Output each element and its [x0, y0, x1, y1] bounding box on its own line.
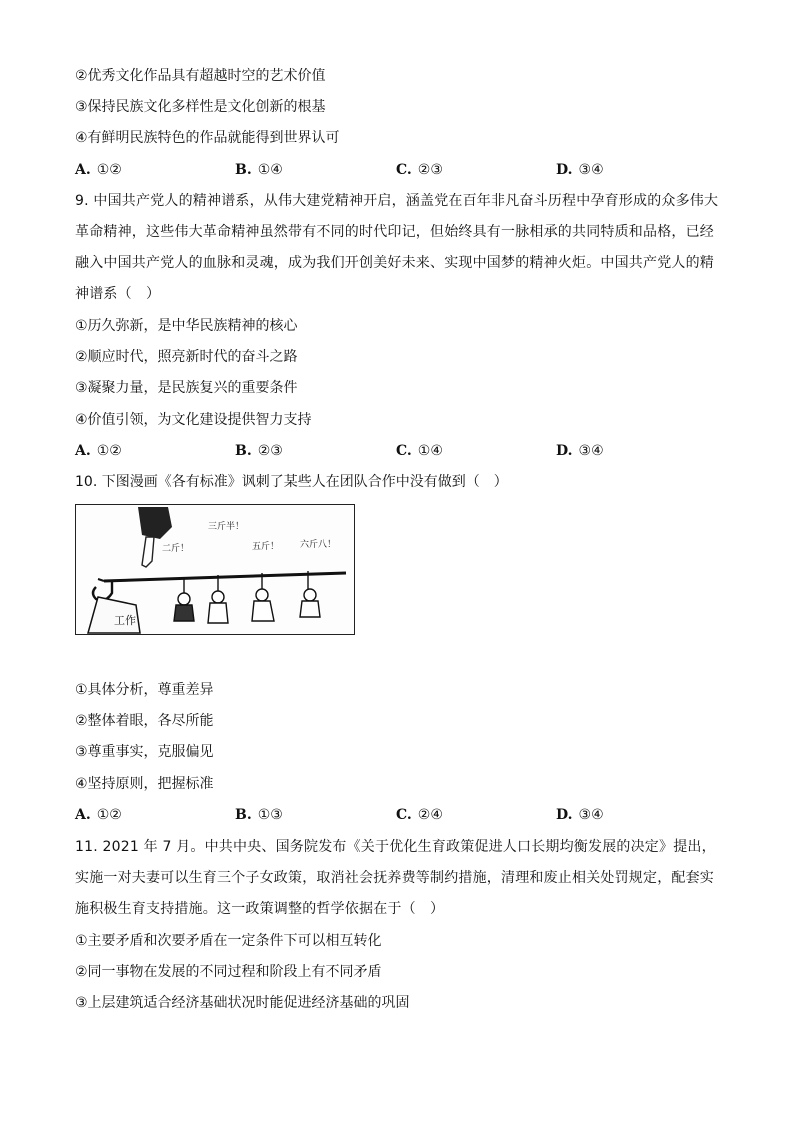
q11-item-2: ②同一事物在发展的不同过程和阶段上有不同矛盾	[75, 964, 382, 980]
q9-options	[75, 441, 675, 461]
steelyard-beam	[104, 573, 346, 581]
q9-option-d[interactable]: D. ③④	[556, 443, 604, 459]
q11-item-1: ①主要矛盾和次要矛盾在一定条件下可以相互转化	[75, 933, 382, 949]
q9-item-3: ③凝聚力量，是民族复兴的重要条件	[75, 380, 298, 396]
q8-item-4: ④有鲜明民族特色的作品就能得到世界认可	[75, 130, 340, 146]
q10-options	[75, 805, 675, 825]
q8-option-a[interactable]: A. ①②	[75, 162, 122, 178]
q10-option-b[interactable]: B. ①③	[235, 807, 283, 823]
q10-item-3: ③尊重事实，克服偏见	[75, 744, 214, 760]
beam-end	[98, 579, 104, 581]
speech-3: 五斤！	[252, 542, 280, 552]
q9-stem: 9. 中国共产党人的精神谱系，从伟大建党精神开启，涵盖党在百年非凡奋斗历程中孕育形成的众多伟大革命精神，这些伟大革命精神虽然带有不同的时代印记，但始终具有一脉相承的共同特质和品格，已经融入中国共产党人的血脉和灵魂，成为我们开创美好未来、实现中国梦的精神火炬。中国共产党人的精神谱系（ ）	[75, 193, 719, 302]
q11-stem: 11. 2021 年 7 月。中共中央、国务院发布《关于优化生育政策促进人口长期均衡发展的决定》提出，实施一对夫妻可以生育三个子女政策，取消社会抚养费等制约措施，清理和废止相关处罚规定，配套实施积极生育支持措施。这一政策调整的哲学依据在于（ ）	[75, 839, 716, 917]
figure-1-body	[174, 605, 194, 621]
arm-shape	[142, 537, 154, 567]
q8-item-2: ②优秀文化作品具有超越时空的艺术价值	[75, 68, 326, 84]
figure-1-head	[178, 593, 190, 605]
figure-2-head	[212, 591, 224, 603]
figure-4-body	[300, 601, 320, 617]
q8-option-b[interactable]: B. ①④	[235, 162, 283, 178]
q10-item-4: ④坚持原则，把握标准	[75, 776, 214, 792]
q10-item-2: ②整体着眼，各尽所能	[75, 713, 214, 729]
q10-option-c[interactable]: C. ②④	[396, 807, 443, 823]
figure-4-head	[304, 589, 316, 601]
q9-option-c[interactable]: C. ①④	[396, 443, 443, 459]
q11-item-3: ③上层建筑适合经济基础状况时能促进经济基础的巩固	[75, 995, 410, 1011]
q10-comic-image	[75, 504, 355, 635]
speech-1: 二斤！	[162, 544, 190, 554]
q9-option-a[interactable]: A. ①②	[75, 443, 122, 459]
speech-4: 六斤八！	[300, 540, 337, 550]
figure-3-body	[252, 601, 274, 621]
q10-stem: 10. 下图漫画《各有标准》讽刺了某些人在团队合作中没有做到（ ）	[75, 474, 508, 490]
figure-3-head	[256, 589, 268, 601]
q9-option-b[interactable]: B. ②③	[235, 443, 283, 459]
q8-option-c[interactable]: C. ②③	[396, 162, 443, 178]
q9-item-2: ②顺应时代，照亮新时代的奋斗之路	[75, 349, 298, 365]
q8-option-d[interactable]: D. ③④	[556, 162, 604, 178]
speech-2: 三斤半！	[208, 522, 245, 532]
q10-option-d[interactable]: D. ③④	[556, 807, 604, 823]
q8-item-3: ③保持民族文化多样性是文化创新的根基	[75, 99, 326, 115]
steelyard-cartoon-illustration	[76, 505, 354, 634]
figure-2-body	[208, 603, 228, 623]
q10-option-a[interactable]: A. ①②	[75, 807, 122, 823]
q9-item-4: ④价值引领，为文化建设提供智力支持	[75, 412, 312, 428]
sleeve-shape	[138, 507, 172, 539]
q9-item-1: ①历久弥新，是中华民族精神的核心	[75, 318, 298, 334]
bag-label: 工作	[114, 614, 136, 627]
q10-item-1: ①具体分析，尊重差异	[75, 682, 214, 698]
q8-options	[75, 160, 675, 180]
